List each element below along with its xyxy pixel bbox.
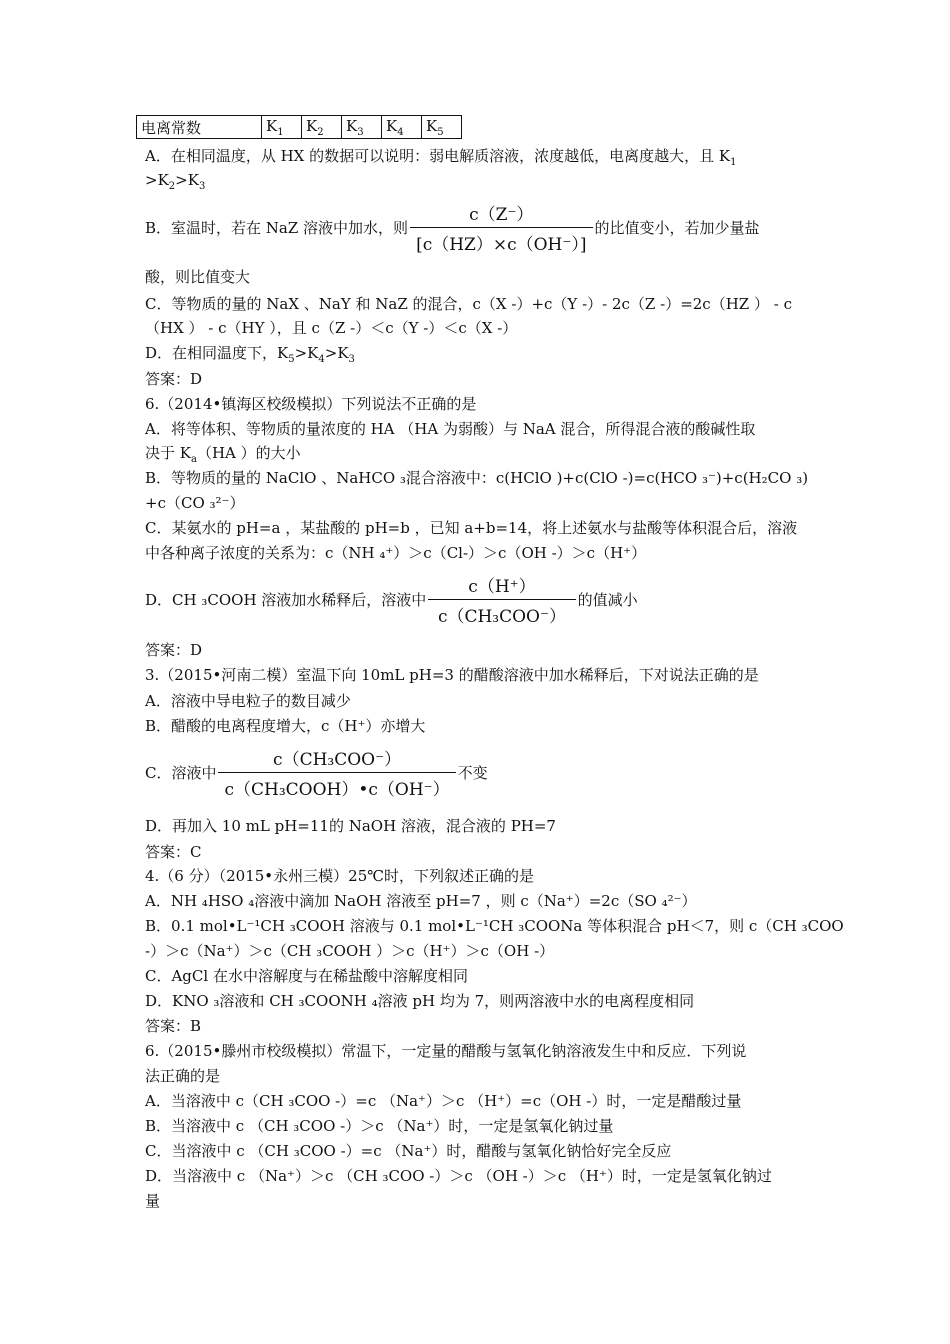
answer: 答案：B (145, 1017, 202, 1035)
table-header-cell: 电离常数 (137, 116, 262, 139)
option-b-line1: B．0.1 mol•L⁻¹CH ₃COOH 溶液与 0.1 mol•L⁻¹CH ₃COONa 等体积混合 pH＜7，则 c（CH ₃COO (145, 917, 844, 935)
option-b: B．当溶液中 c （CH ₃COO -）＞c （Na⁺）时，一定是氢氧化钠过量 (145, 1117, 614, 1135)
question-title: 3.（2015•河南二模）室温下向 10mL pH=3 的醋酸溶液中加水稀释后，下对说法正确的是 (145, 666, 759, 684)
fraction: $\frac{c(Z^-)}{[c(HZ)\times c(OH^-)]}$ (410, 200, 592, 255)
question-title: 4.（6 分）（2015•永州三模）25℃时，下列叙述正确的是 (145, 867, 535, 885)
option-b: B．醋酸的电离程度增大，c（H⁺）亦增大 (145, 717, 426, 735)
answer: 答案：D (145, 641, 203, 659)
option-c-line: C．溶液中 $\frac{\text{c（CH₃COO⁻）}}{\text{c（CH₃COOH）•c（OH⁻）}}$ 不变 (145, 745, 488, 800)
option-a: A．当溶液中 c（CH ₃COO -）=c （Na⁺）＞c （H⁺）=c（OH -）时，一定是醋酸过量 (145, 1092, 742, 1110)
question-title-line1: 6.（2015•滕州市校级模拟）常温下，一定量的醋酸与氢氧化钠溶液发生中和反应．下列说 (145, 1042, 747, 1060)
option-b-line2: +c（CO ₃²⁻） (145, 494, 245, 512)
answer: 答案：D (145, 370, 203, 388)
option-b-line: B．室温时，若在 NaZ 溶液中加水，则 $\frac{c(Z^-)}{[c(HZ)\times c(OH^-)]}$ 的比值变小，若加少量盐 (145, 200, 760, 255)
option-c: C．AgCl 在水中溶解度与在稀盐酸中溶解度相同 (145, 967, 468, 985)
option-a-line1: A．在相同温度，从 HX 的数据可以说明：弱电解质溶液，浓度越低，电离度越大，且 $K_1$ (145, 147, 737, 168)
option-b-line2: -）＞c（Na⁺）＞c（CH ₃COOH ）＞c（H⁺）＞c（OH -） (145, 942, 555, 960)
option-a-line1: A．将等体积、等物质的量浓度的 HA （HA 为弱酸）与 NaA 混合，所得混合液的酸碱性取 (145, 420, 756, 438)
option-c-line2: 中各种离子浓度的关系为：c（NH ₄⁺）＞c（Cl-）＞c（OH -）＞c（H⁺） (145, 544, 647, 562)
option-d: D．KNO ₃溶液和 CH ₃COONH ₄溶液 pH 均为 7，则两溶液中水的电离程度相同 (145, 992, 695, 1010)
option-d-line: D．在相同温度下，$K_5>K_4>K_3$ (145, 344, 355, 365)
answer: 答案：C (145, 843, 202, 861)
option-a: A．NH ₄HSO ₄溶液中滴加 NaOH 溶液至 pH=7 ，则 c（Na⁺）=2c（SO ₄²⁻） (145, 892, 697, 910)
option-a-line2: 决于 $K_a(HA$ ）的大小 (145, 444, 301, 465)
option-c: C．当溶液中 c （CH ₃COO -）=c （Na⁺）时，醋酸与氢氧化钠恰好完全反应 (145, 1142, 672, 1160)
option-d-line2: 量 (145, 1192, 161, 1210)
option-b-line2: 酸，则比值变大 (145, 268, 251, 286)
k4-cell: $K_4$ (382, 116, 422, 139)
option-a: A．溶液中导电粒子的数目减少 (145, 692, 351, 710)
option-b-line1: B．等物质的量的 NaClO 、NaHCO ₃混合溶液中：c(HClO )+c(ClO -)=c(HCO ₃⁻)+c(H₂CO ₃) (145, 469, 809, 487)
fraction: $\frac{c(H^+)}{\text{c（CH₃COO⁻）}}$ (428, 572, 575, 627)
k2-cell: $K_2$ (302, 116, 342, 139)
question-title-line2: 法正确的是 (145, 1067, 221, 1085)
k5-cell: $K_5$ (422, 116, 462, 139)
question-title: 6.（2014•镇海区校级模拟）下列说法不正确的是 (145, 395, 477, 413)
option-c-line2: （HX ） - c（HY ），且 c（Z -）＜c（Y -）＜c（X -） (145, 319, 518, 337)
option-d-line1: D．当溶液中 c （Na⁺）＞c （CH ₃COO -）＞c （OH -）＞c （H⁺）时，一定是氢氧化钠过 (145, 1167, 772, 1185)
option-c-line1: C．等物质的量的 NaX 、NaY 和 NaZ 的混合，c（X -）+c（Y -）- 2c（Z -）=2c（HZ ） - c (145, 295, 792, 313)
table-row (137, 116, 462, 139)
k3-cell: $K_3$ (342, 116, 382, 139)
option-d: D．再加入 10 mL pH=11的 NaOH 溶液，混合液的 PH=7 (145, 817, 556, 835)
fraction: $\frac{\text{c（CH₃COO⁻）}}{\text{c（CH₃COOH）•c（OH⁻）}}$ (218, 745, 455, 800)
ionization-constant-table (136, 115, 462, 139)
option-d-line: D．CH ₃COOH 溶液加水稀释后，溶液中 $\frac{c(H^+)}{\text{c（CH₃COO⁻）}}$ 的值减小 (145, 572, 638, 627)
k1-cell: $K_1$ (262, 116, 302, 139)
option-a-line2: $>K_2>K_3$ (145, 171, 206, 192)
option-c-line1: C．某氨水的 pH=a ，某盐酸的 pH=b ，已知 a+b=14，将上述氨水与盐酸等体积混合后，溶液 (145, 519, 798, 537)
